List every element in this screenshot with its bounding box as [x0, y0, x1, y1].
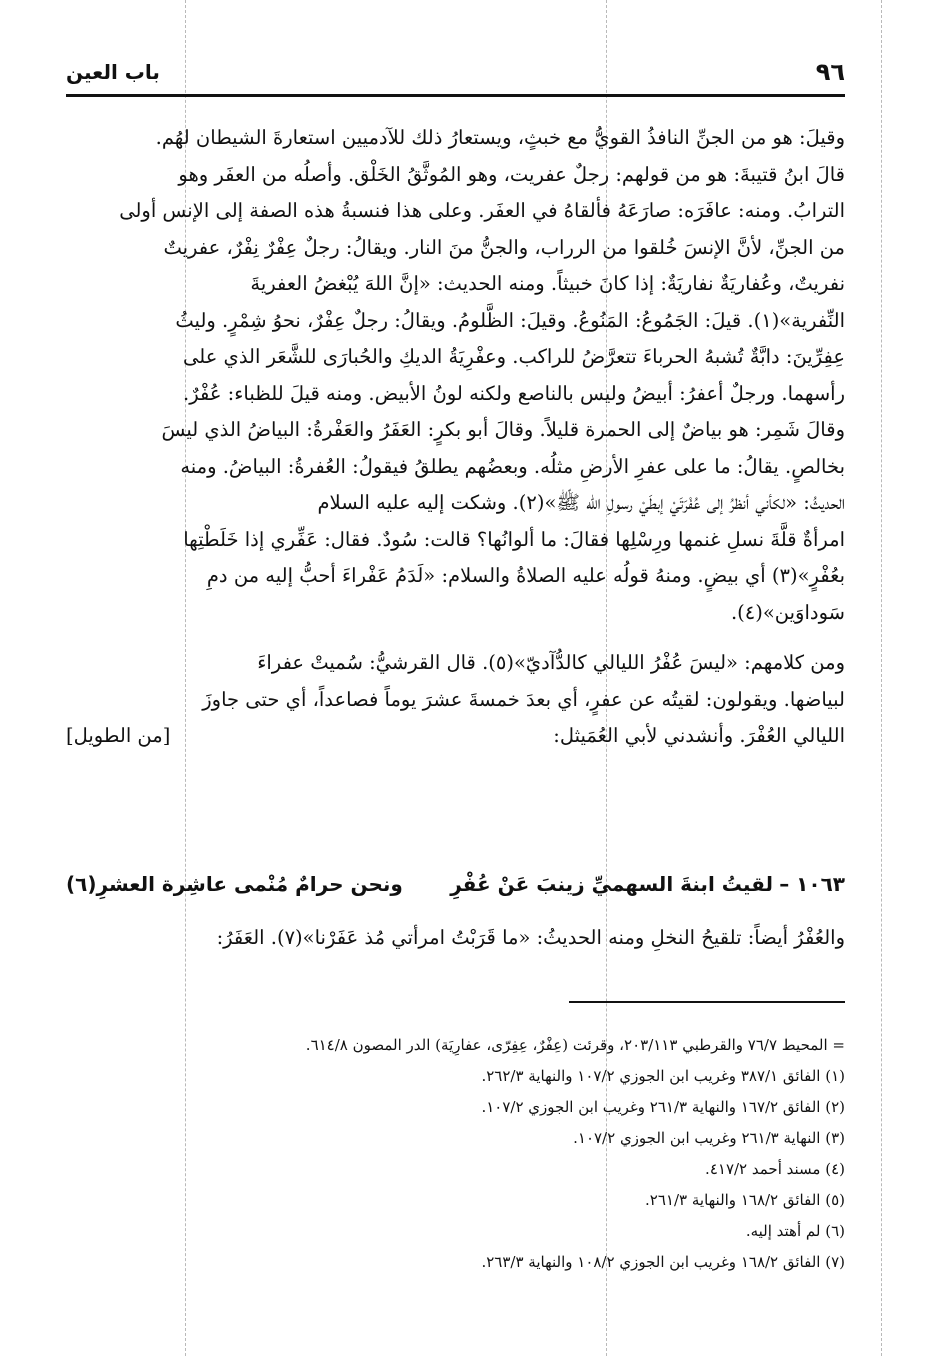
text-line: وقيلَ: هو من الجنِّ النافذُ القويُّ مع خبثٍ، ويستعارُ ذلك للآدميين استعارةَ الشيطان لهُم.: [155, 126, 845, 149]
text-line: بعُفْرٍ»(٣) أي بيضٍ. ومنهُ قولُه عليه الصلاةُ والسلام: «لَدَمُ عَفْراءَ أحبُّ إليه من دمِ: [206, 564, 845, 587]
guide-line: [881, 0, 882, 1356]
footnote: (٦) لم أهتد إليه.: [745, 1222, 845, 1240]
text-line: عِفِرِّينَ: دابَّةٌ تُشبهُ الحرباءَ تتعرَّضُ للراكب. وعفْرِيَةُ الديكِ والحُبارَى للشَّعَر الذي على: [183, 345, 845, 368]
chapter-title: باب العين: [66, 60, 160, 84]
text-line-content: الليالي العُفْرَ. وأنشدني لأبي العُمَيثل:: [553, 724, 845, 747]
text-line: نفريتٌ، وعُفاريَةٌ نفاريَةٌ: إذا كانَ خبيثاً. ومنه الحديث: «إنَّ اللهَ يُبْغضُ العفريةَ: [250, 272, 845, 295]
page-number: ٩٦: [815, 58, 845, 86]
text-line: رأسهما. ورجلٌ أعفرُ: أبيضُ وليس بالناصع ولكنه لونُ الأبيض. ومنه قيلَ للظباء: عُفْرٌ.: [183, 381, 845, 405]
verse-line: [66, 872, 845, 912]
text-line: لبياضها. ويقولون: لقيتُه عن عفرٍ، أي بعدَ خمسةَ عشرَ يوماً فصاعداً، أي حتى جاوزَ: [202, 687, 845, 711]
footnote: = المحيط ٧٦/٧ والقرطبي ٢٠٣/١١٣، وقرئت (عِفْرٌ، عِفِرّى، عفارِيَة) الدر المصون ٦١٤/٨.: [305, 1036, 845, 1054]
footnote: (٥) الفائق ١٦٨/٢ والنهاية ٢٦١/٣.: [645, 1191, 845, 1209]
footnote: (٢) الفائق ١٦٧/٢ والنهاية ٢٦١/٣ وغريب ابن الجوزي ١٠٧/٢.: [481, 1098, 845, 1116]
text-line: سَوداوَين»(٤).: [730, 600, 845, 624]
text-line: وقالَ شَمِر: هو بياضٌ إلى الحمرة قليلاً. وقالَ أبو بكرٍ: العَفَرُ والعَفْرةُ: البياضُ الذي ليسَ: [161, 418, 845, 441]
footnote: (٧) الفائق ١٦٨/٢ وغريب ابن الجوزي ١٠٨/٢ والنهاية ٢٦٣/٣.: [481, 1253, 845, 1271]
text-line: امرأةٌ قلَّةَ نسلِ غنمها ورِسْلِها فقالَ: ما ألوانُها؟ قالت: سُودٌ. فقال: عَفِّري إذا خَلَطْتِها: [183, 527, 845, 551]
footnote-rule: [569, 1001, 845, 1003]
text-line: النِّفرية»(١). قيلَ: الجَمُوعُ: المَنُوعُ. وقيلَ: الظَّلومُ. ويقالُ: رجلٌ عِفْرٌ، نحوُ شِمْرٍ. وليثُ: [175, 308, 845, 332]
text-line: قالَ ابنُ قتيبةَ: هو من قولهم: رجلٌ عفريت، وهو المُوثَّقُ الخَلْق. وأصلُه من العفَر وهو: [178, 162, 845, 186]
footnotes: [80, 1030, 845, 1278]
paragraph: [66, 645, 845, 755]
verse-hemistich-second: ونحن حرامٌ مُنْمى عاشِرة العشرِ(٦): [66, 872, 403, 896]
page-header: [66, 58, 845, 88]
meter-label: [من الطويل]: [66, 724, 171, 747]
text-line: من الجنِّ، لأنَّ الإنسَ خُلقوا من الرراب، والجنُّ منَ النار. ويقالُ: رجلٌ عِفْرٌ نِفْرٌ، عفريتٌ: [163, 235, 845, 259]
text-line: [66, 718, 845, 755]
text-line: ومن كلامهم: «ليسَ عُفْرُ الليالي كالدُّآديّ»(٥). قال القرشيُّ: سُميتْ عفراءَ: [257, 651, 845, 674]
text-line: والعُفْرُ أيضاً: تلقيحُ النخلِ ومنه الحديثُ: «ما قَرَبْتُ امرأتي مُذ عَفَرْنا»(٧). العَفَرُ:: [216, 926, 845, 949]
footnote: (١) الفائق ٣٨٧/١ وغريب ابن الجوزي ١٠٧/٢ والنهاية ٢٦٢/٣.: [481, 1067, 845, 1085]
verse-hemistich-first: لقيتُ ابنةَ السهميِّ زينبَ عَنْ عُفْرِ: [450, 872, 773, 896]
footnote: (٣) النهاية ٢٦١/٣ وغريب ابن الجوزي ١٠٧/٢.: [573, 1129, 845, 1147]
text-line: الحديثُ: «لكأني أنظرُ إلى عُفْرَتَيْ إبطَيْ رسولِ الله ﷺ»(٢). وشكت إليه عليه السلام: [317, 491, 845, 514]
text-line: الترابُ. ومنه: عافَرَه: صارَعَهُ فألقاهُ في العفَر. وعلى هذا فنسبةُ هذه الصفة إلى الإنس أولى: [119, 199, 845, 222]
main-text: [66, 120, 845, 755]
footnote: (٤) مسند أحمد ٤١٧/٢.: [705, 1160, 845, 1178]
verse-number: ١٠٦٣ –: [779, 872, 845, 896]
header-rule: [66, 94, 845, 97]
paragraph: [66, 120, 845, 631]
text-line: بخالصٍ. يقالُ: ما على عفرِ الأرضِ مثلُه. وبعضُهم يطلقُ فيقولُ: العُفرةُ: البياضُ. ومنه: [180, 454, 845, 478]
